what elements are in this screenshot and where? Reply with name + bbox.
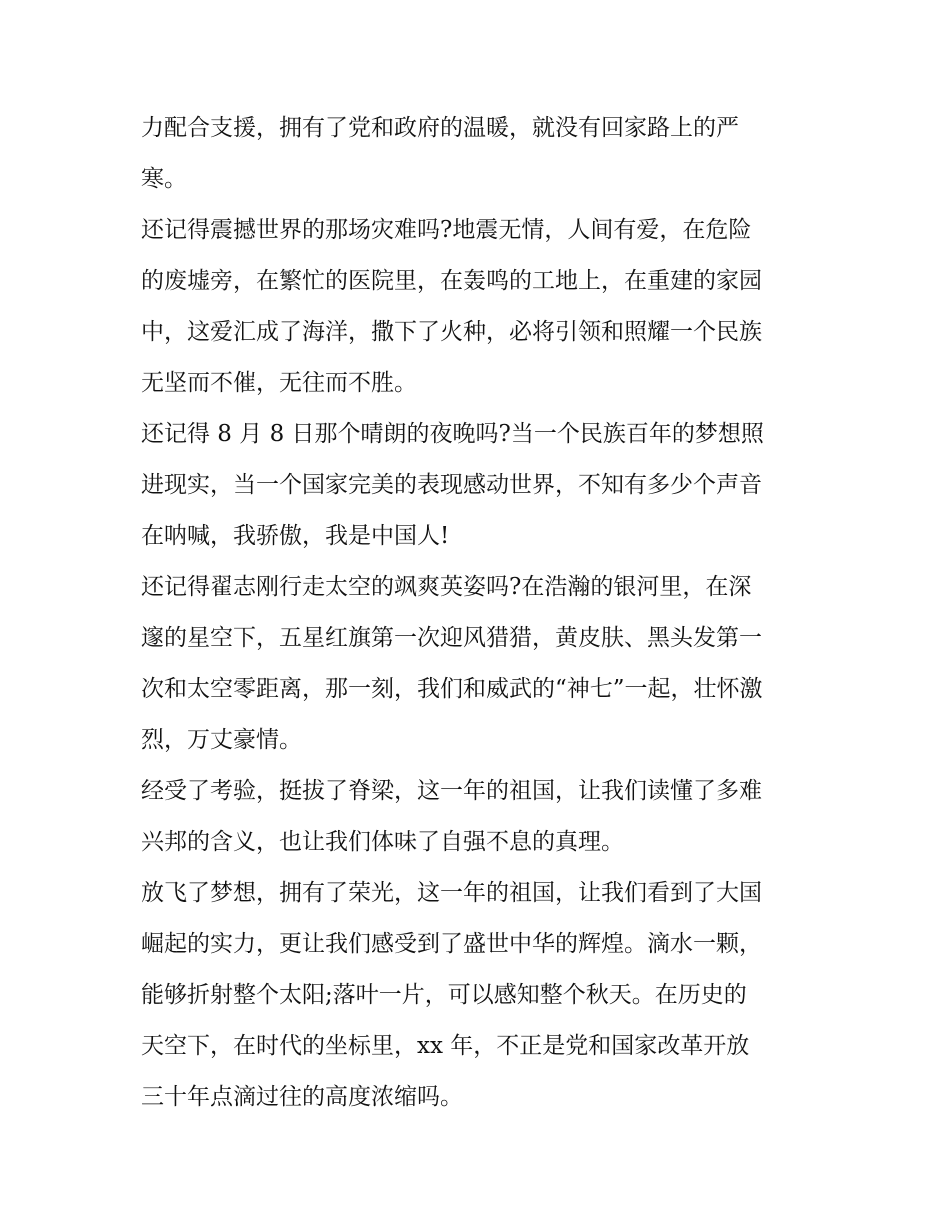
text-line: 在呐喊，我骄傲，我是中国人! [141,523,450,549]
text-line: 崛起的实力，更让我们感受到了盛世中华的辉煌。滴水一颗， [141,931,762,957]
text-line: 无坚而不催，无往而不胜。 [141,370,417,396]
text-line: 中，这爱汇成了海洋，撒下了火种，必将引领和照耀一个民族 [141,319,762,345]
text-line: 兴邦的含义，也让我们体味了自强不息的真理。 [141,829,624,855]
text-line: 还记得震撼世界的那场灾难吗?地震无情，人间有爱，在危险 [141,217,752,243]
text-line: 力配合支援，拥有了党和政府的温暖，就没有回家路上的严 [141,115,739,141]
text-line: 经受了考验，挺拔了脊梁，这一年的祖国，让我们读懂了多难 [141,778,762,804]
text-line: 放飞了梦想，拥有了荣光，这一年的祖国，让我们看到了大国 [141,880,762,906]
text-line: 进现实，当一个国家完美的表现感动世界，不知有多少个声音 [141,472,762,498]
text-line: 还记得 8 月 8 日那个晴朗的夜晚吗?当一个民族百年的梦想照 [141,421,764,447]
text-line: 的废墟旁，在繁忙的医院里，在轰鸣的工地上，在重建的家园 [141,268,762,294]
body-text [141,103,821,1123]
text-line: 能够折射整个太阳;落叶一片，可以感知整个秋天。在历史的 [141,982,747,1008]
text-line: 天空下，在时代的坐标里，xx 年，不正是党和国家改革开放 [141,1033,750,1059]
text-line: 三十年点滴过往的高度浓缩吗。 [141,1084,463,1110]
text-line: 次和太空零距离，那一刻，我们和威武的“神七”一起，壮怀激 [141,676,763,702]
text-line: 还记得翟志刚行走太空的飒爽英姿吗?在浩瀚的银河里，在深 [141,574,752,600]
text-line: 邃的星空下，五星红旗第一次迎风猎猎，黄皮肤、黑头发第一 [141,625,762,651]
text-line: 烈，万丈豪情。 [141,727,302,753]
text-line: 寒。 [141,166,187,192]
